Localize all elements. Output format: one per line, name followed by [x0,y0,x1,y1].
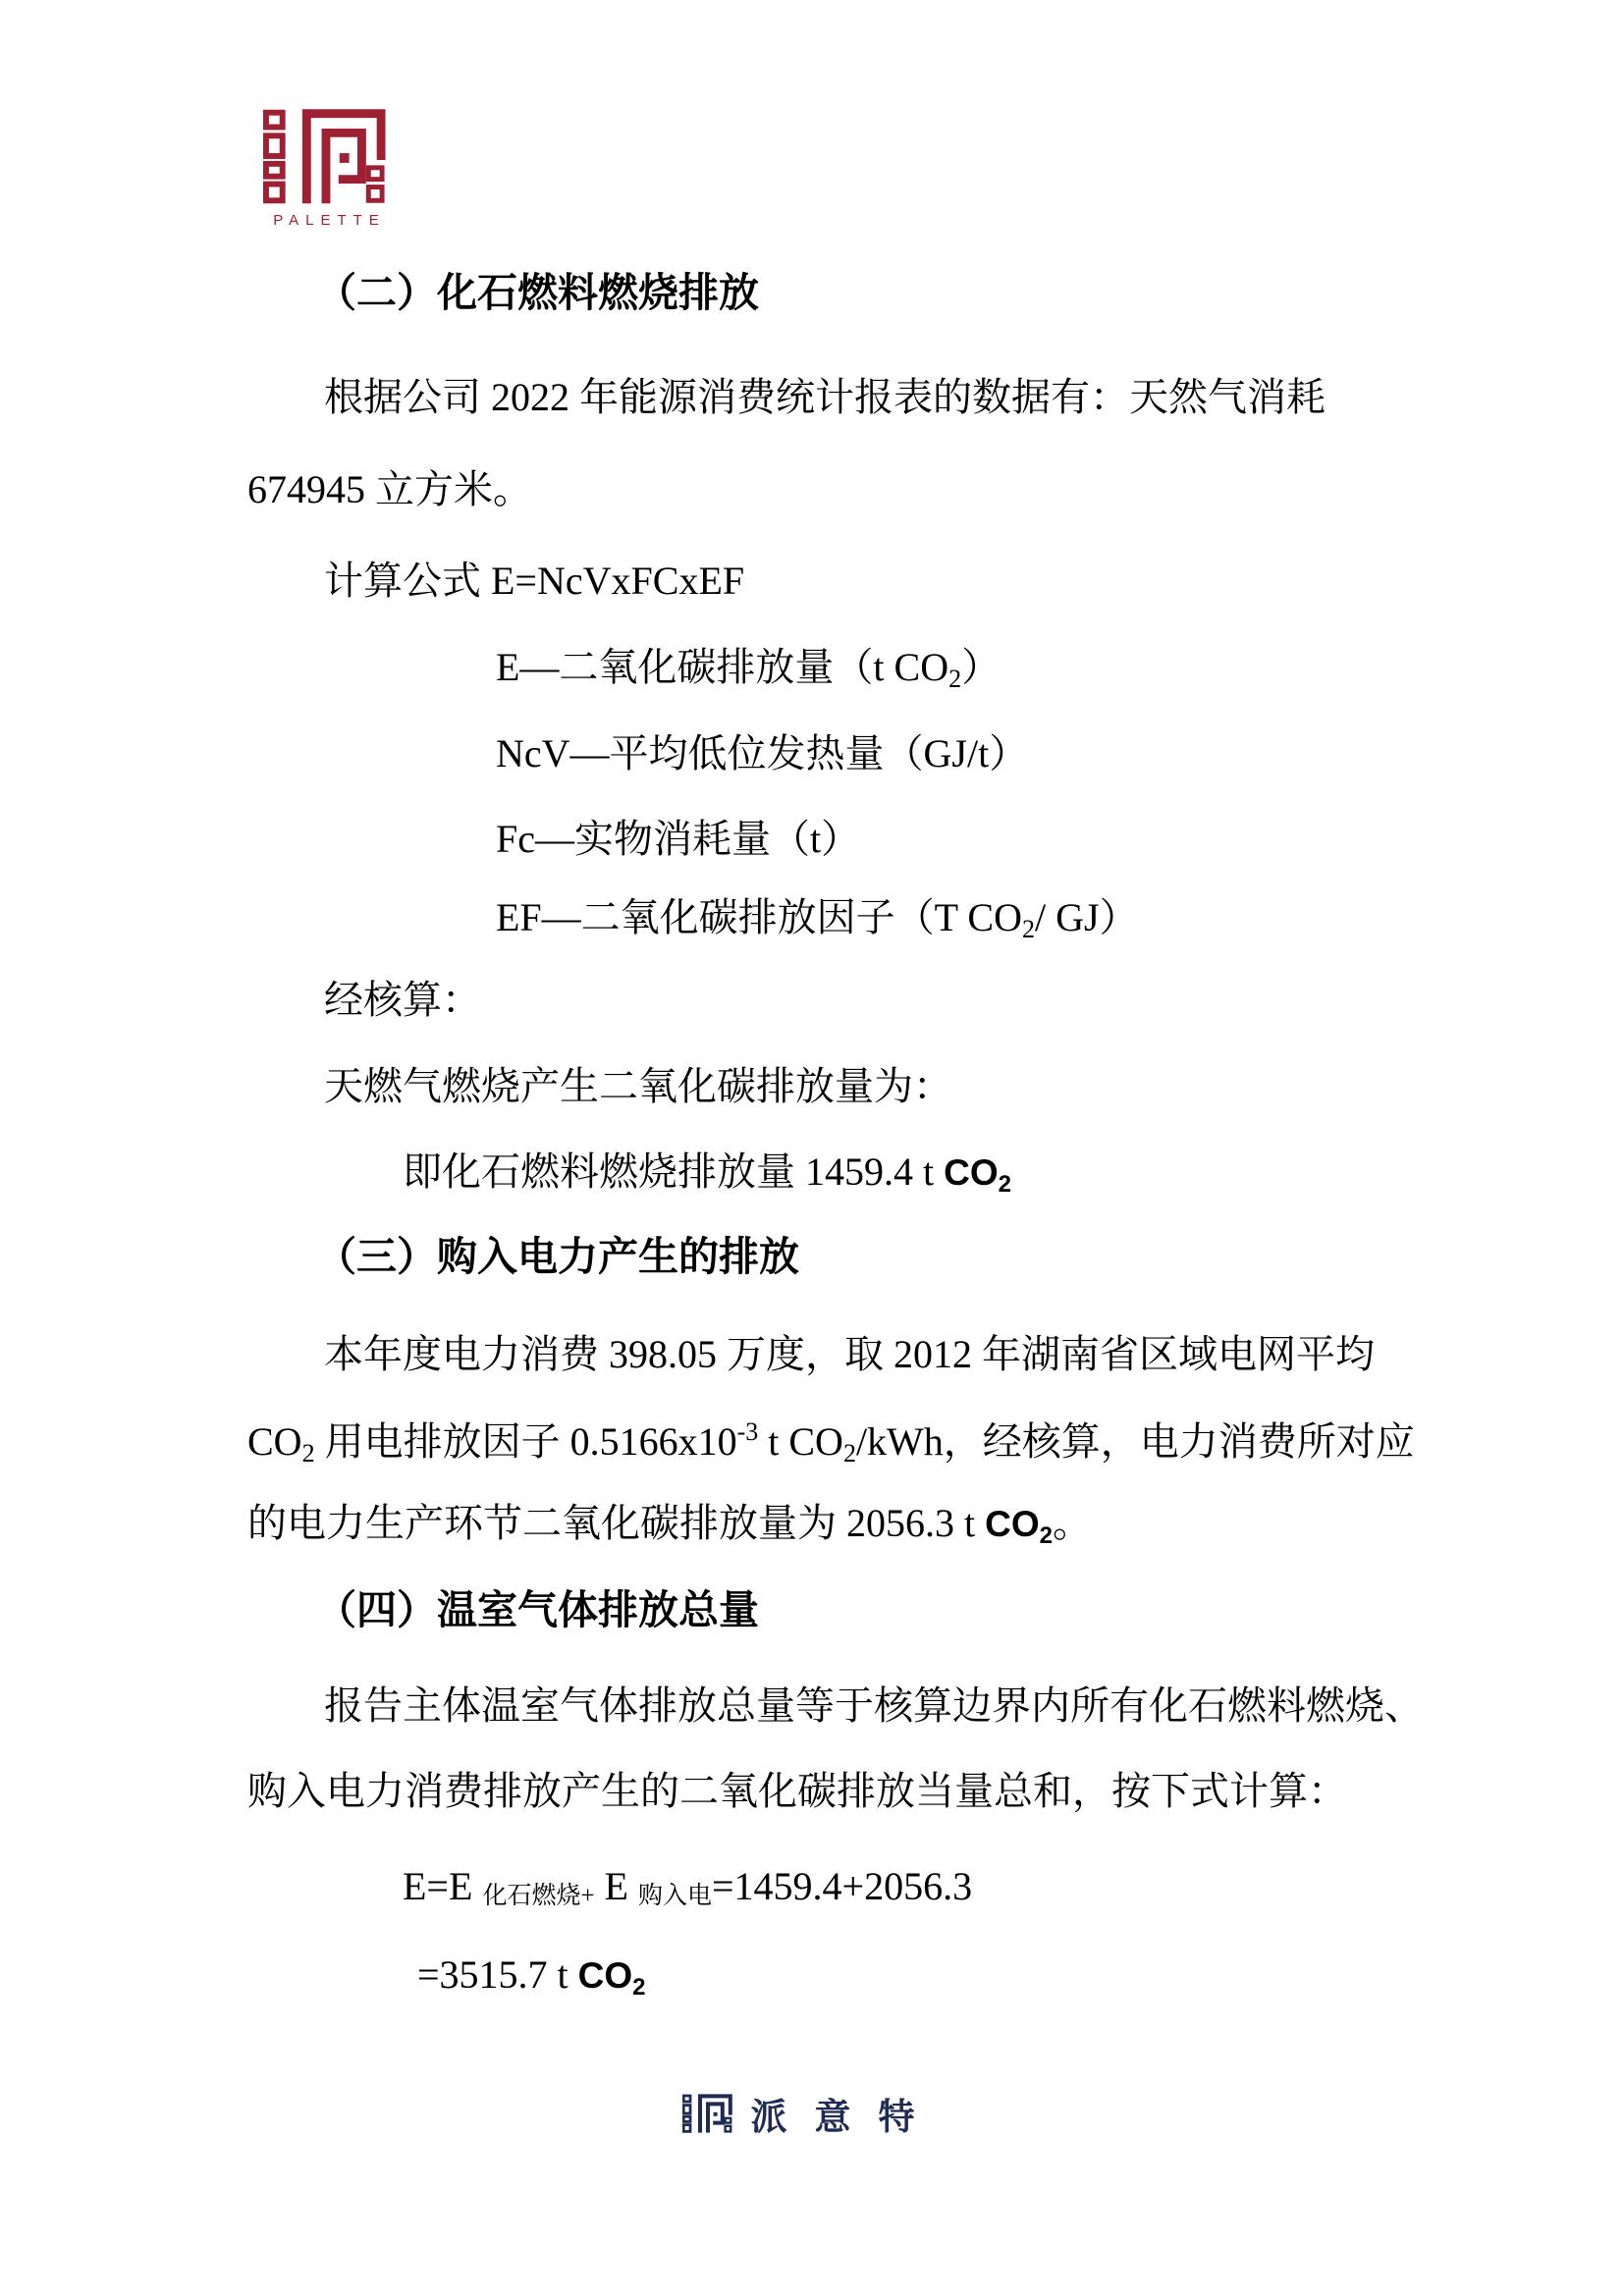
text-run: 2 [842,1439,856,1468]
para-electricity-line1 [324,1333,1375,1377]
text-run: 本年度电力消费 398.05 万度，取 2012 年湖南省区域电网平均 [324,1332,1375,1376]
text-run: （四）温室气体排放总量 [316,1587,759,1632]
definition-e [496,646,1001,693]
text-run: -3 [736,1417,759,1446]
text-run: 购入电 [637,1883,712,1909]
text-run: NcV—平均低位发热量（GJ/t） [496,731,1029,775]
text-run: E=E [403,1864,483,1908]
text-run: 经核算： [324,978,481,1022]
text-run: （二）化石燃料燃烧排放 [316,270,759,315]
palette-logo-wordmark: PALETTE [273,212,386,229]
para-total-line1 [324,1684,1424,1729]
definition-ncv [496,732,1028,776]
text-run: 的电力生产环节二氧化碳排放量为 2056.3 t [247,1501,986,1545]
section-heading-fossil-fuel [316,271,759,316]
formula-total [403,1865,972,1910]
text-run: E [594,1864,638,1908]
text-run: 674945 立方米。 [247,467,532,511]
section-heading-purchased-power [316,1235,799,1280]
text-run: CO [944,1152,999,1193]
text-run: 即化石燃料燃烧排放量 1459.4 t [403,1149,945,1194]
text-run: 计算公式 E=NcVxFCxEF [324,559,745,603]
definition-fc [496,818,860,862]
definition-ef [496,896,1139,943]
para-gas-consumption-line1 [324,376,1326,420]
text-run: （三）购入电力产生的排放 [316,1234,799,1279]
footer-brand-text: 派意特 [750,2097,943,2137]
text-run: / GJ） [1034,895,1139,939]
text-run: 用电排放因子 0.5166x10 [314,1419,737,1464]
section-heading-total-ghg [316,1588,759,1633]
text-run: 天燃气燃烧产生二氧化碳排放量为： [324,1064,952,1108]
text-run: 。 [1052,1501,1092,1545]
text-run: 报告主体温室气体排放总量等于核算边界内所有化石燃料燃烧、 [324,1683,1424,1728]
text-run: 2 [632,1974,646,2001]
footer-logo-icon [682,2093,733,2134]
palette-logo-icon [263,106,389,206]
formula-total-result [417,1953,646,2002]
after-accounting-label [324,979,481,1023]
text-run: Fc—实物消耗量（t） [496,817,861,861]
footer-brand [0,2087,1624,2140]
text-run: EF—二氧化碳排放因子（T CO [496,895,1022,939]
text-run: ） [961,645,1001,689]
para-electricity-line3 [247,1502,1092,1550]
text-run: CO [577,1955,633,1996]
palette-logo [261,106,391,229]
text-run: E—二氧化碳排放量（t CO [496,645,949,689]
text-run: t CO [758,1419,843,1464]
text-run: =3515.7 t [417,1952,578,1997]
text-run: =1459.4+2056.3 [712,1864,973,1908]
text-run: 2 [1021,915,1035,943]
text-run: 购入电力消费排放产生的二氧化碳排放当量总和，按下式计算： [247,1769,1347,1813]
text-run: CO [985,1504,1040,1544]
para-gas-consumption-line2 [247,468,532,512]
text-run: CO [247,1419,302,1464]
text-run: 2 [998,1171,1011,1198]
text-run: 2 [1039,1522,1053,1549]
gas-emission-statement [324,1065,952,1109]
text-run: /kWh，经核算，电力消费所对应 [855,1419,1415,1464]
formula-intro [324,560,744,604]
fossil-emission-total [403,1150,1011,1199]
para-electricity-line2 [247,1417,1415,1468]
text-run: 根据公司 2022 年能源消费统计报表的数据有：天然气消耗 [324,375,1326,419]
text-run: 2 [948,665,962,693]
para-total-line2 [247,1770,1347,1814]
text-run: 化石燃烧+ [482,1883,595,1909]
text-run: 2 [301,1439,315,1468]
